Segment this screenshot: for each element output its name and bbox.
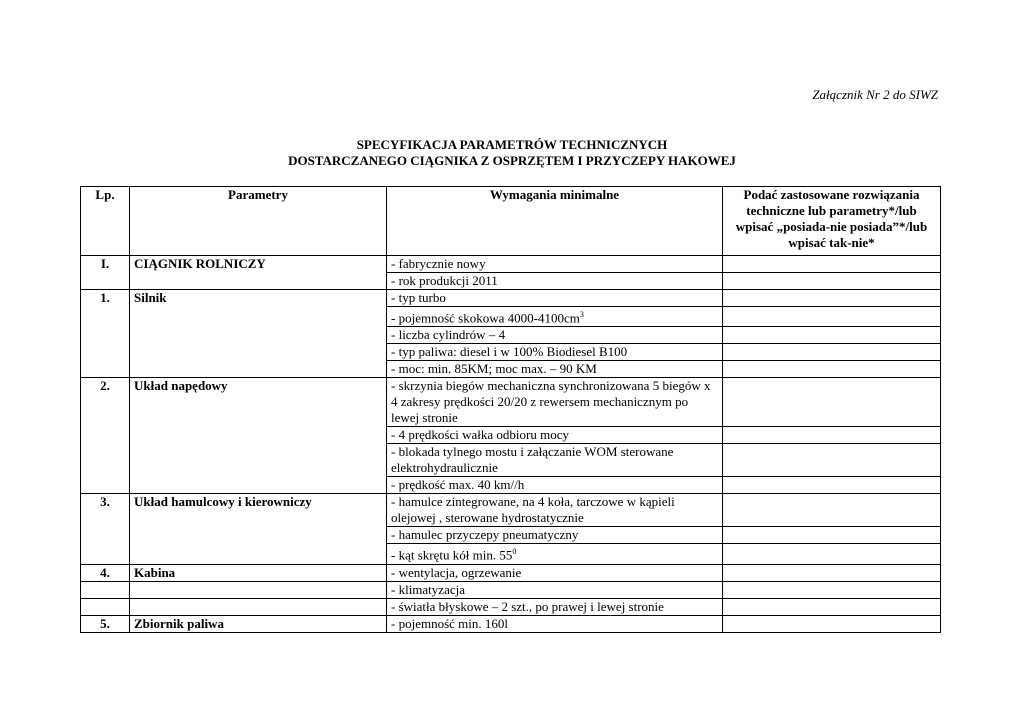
row-answer-cell[interactable] xyxy=(723,427,941,444)
document-title xyxy=(0,137,1024,169)
row-param: Układ napędowy xyxy=(130,378,387,494)
row-param: CIĄGNIK ROLNICZY xyxy=(130,256,387,290)
header-req: Wymagania minimalne xyxy=(387,187,723,256)
header-row xyxy=(81,187,941,256)
row-answer-cell[interactable] xyxy=(723,581,941,598)
row-answer-cell[interactable] xyxy=(723,344,941,361)
row-requirement: - klimatyzacja xyxy=(387,581,723,598)
row-answer-cell[interactable] xyxy=(723,307,941,327)
row-lp: 1. xyxy=(81,290,130,378)
row-answer-cell[interactable] xyxy=(723,494,941,527)
row-answer-cell[interactable] xyxy=(723,378,941,427)
row-requirement: - pojemność min. 160l xyxy=(387,615,723,632)
row-answer-cell[interactable] xyxy=(723,290,941,307)
annex-label: Załącznik Nr 2 do SIWZ xyxy=(812,87,938,102)
row-requirement: - fabrycznie nowy xyxy=(387,256,723,273)
row-requirement: - typ turbo xyxy=(387,290,723,307)
header-answer: Podać zastosowane rozwiązania techniczne lub parametry*/lub wpisać „posiada-nie posiada”*/lub wpisać tak-nie* xyxy=(723,187,941,256)
spec-table xyxy=(80,186,941,633)
row-requirement: - prędkość max. 40 km//h xyxy=(387,477,723,494)
row-answer-cell[interactable] xyxy=(723,327,941,344)
title-line-2: DOSTARCZANEGO CIĄGNIKA Z OSPRZĘTEM I PRZYCZEPY HAKOWEJ xyxy=(288,153,736,168)
row-requirement: - skrzynia biegów mechaniczna synchronizowana 5 biegów x 4 zakresy prędkości 20/20 z rewersem mechanicznym po lewej stronie xyxy=(387,378,723,427)
header-param: Parametry xyxy=(130,187,387,256)
row-requirement: - rok produkcji 2011 xyxy=(387,273,723,290)
table-row xyxy=(81,598,941,615)
row-answer-cell[interactable] xyxy=(723,564,941,581)
row-requirement: - pojemność skokowa $4000-4100cm^3$ xyxy=(387,307,723,327)
row-param xyxy=(130,598,387,615)
row-param: Zbiornik paliwa xyxy=(130,615,387,632)
table-row xyxy=(81,256,941,273)
header-lp: Lp. xyxy=(81,187,130,256)
row-param: Kabina xyxy=(130,564,387,581)
spec-body xyxy=(81,256,941,633)
row-requirement: - blokada tylnego mostu i załączanie WOM sterowane elektrohydraulicznie xyxy=(387,444,723,477)
row-answer-cell[interactable] xyxy=(723,273,941,290)
row-lp xyxy=(81,581,130,598)
row-lp: 5. xyxy=(81,615,130,632)
superscript: 3 xyxy=(579,310,584,319)
row-requirement: - hamulce zintegrowane, na 4 koła, tarczowe w kąpieli olejowej , sterowane hydrostatycznie xyxy=(387,494,723,527)
row-answer-cell[interactable] xyxy=(723,615,941,632)
table-row xyxy=(81,290,941,307)
title-line-1: SPECYFIKACJA PARAMETRÓW TECHNICZNYCH xyxy=(356,137,668,152)
row-param: Układ hamulcowy i kierowniczy xyxy=(130,494,387,564)
row-lp: 4. xyxy=(81,564,130,581)
row-answer-cell[interactable] xyxy=(723,544,941,564)
row-answer-cell[interactable] xyxy=(723,598,941,615)
row-lp xyxy=(81,598,130,615)
row-answer-cell[interactable] xyxy=(723,361,941,378)
row-lp: 2. xyxy=(81,378,130,494)
row-answer-cell[interactable] xyxy=(723,477,941,494)
row-requirement: - 4 prędkości wałka odbioru mocy xyxy=(387,427,723,444)
row-requirement: - moc: min. 85KM; moc max. – 90 KM xyxy=(387,361,723,378)
row-lp: 3. xyxy=(81,494,130,564)
row-answer-cell[interactable] xyxy=(723,256,941,273)
row-param: Silnik xyxy=(130,290,387,378)
row-lp: I. xyxy=(81,256,130,290)
table-row xyxy=(81,494,941,527)
row-requirement: - liczba cylindrów – 4 xyxy=(387,327,723,344)
superscript: 0 xyxy=(512,547,517,557)
table-row xyxy=(81,615,941,632)
row-requirement: - typ paliwa: diesel i w 100% Biodiesel B100 xyxy=(387,344,723,361)
table-row xyxy=(81,378,941,427)
row-answer-cell[interactable] xyxy=(723,527,941,544)
table-row xyxy=(81,581,941,598)
row-requirement: - wentylacja, ogrzewanie xyxy=(387,564,723,581)
table-row xyxy=(81,564,941,581)
row-answer-cell[interactable] xyxy=(723,444,941,477)
row-requirement: - hamulec przyczepy pneumatyczny xyxy=(387,527,723,544)
row-param xyxy=(130,581,387,598)
row-requirement: - światła błyskowe – 2 szt., po prawej i lewej stronie xyxy=(387,598,723,615)
row-requirement: - kąt skrętu kół min. $55^0$ xyxy=(387,544,723,564)
